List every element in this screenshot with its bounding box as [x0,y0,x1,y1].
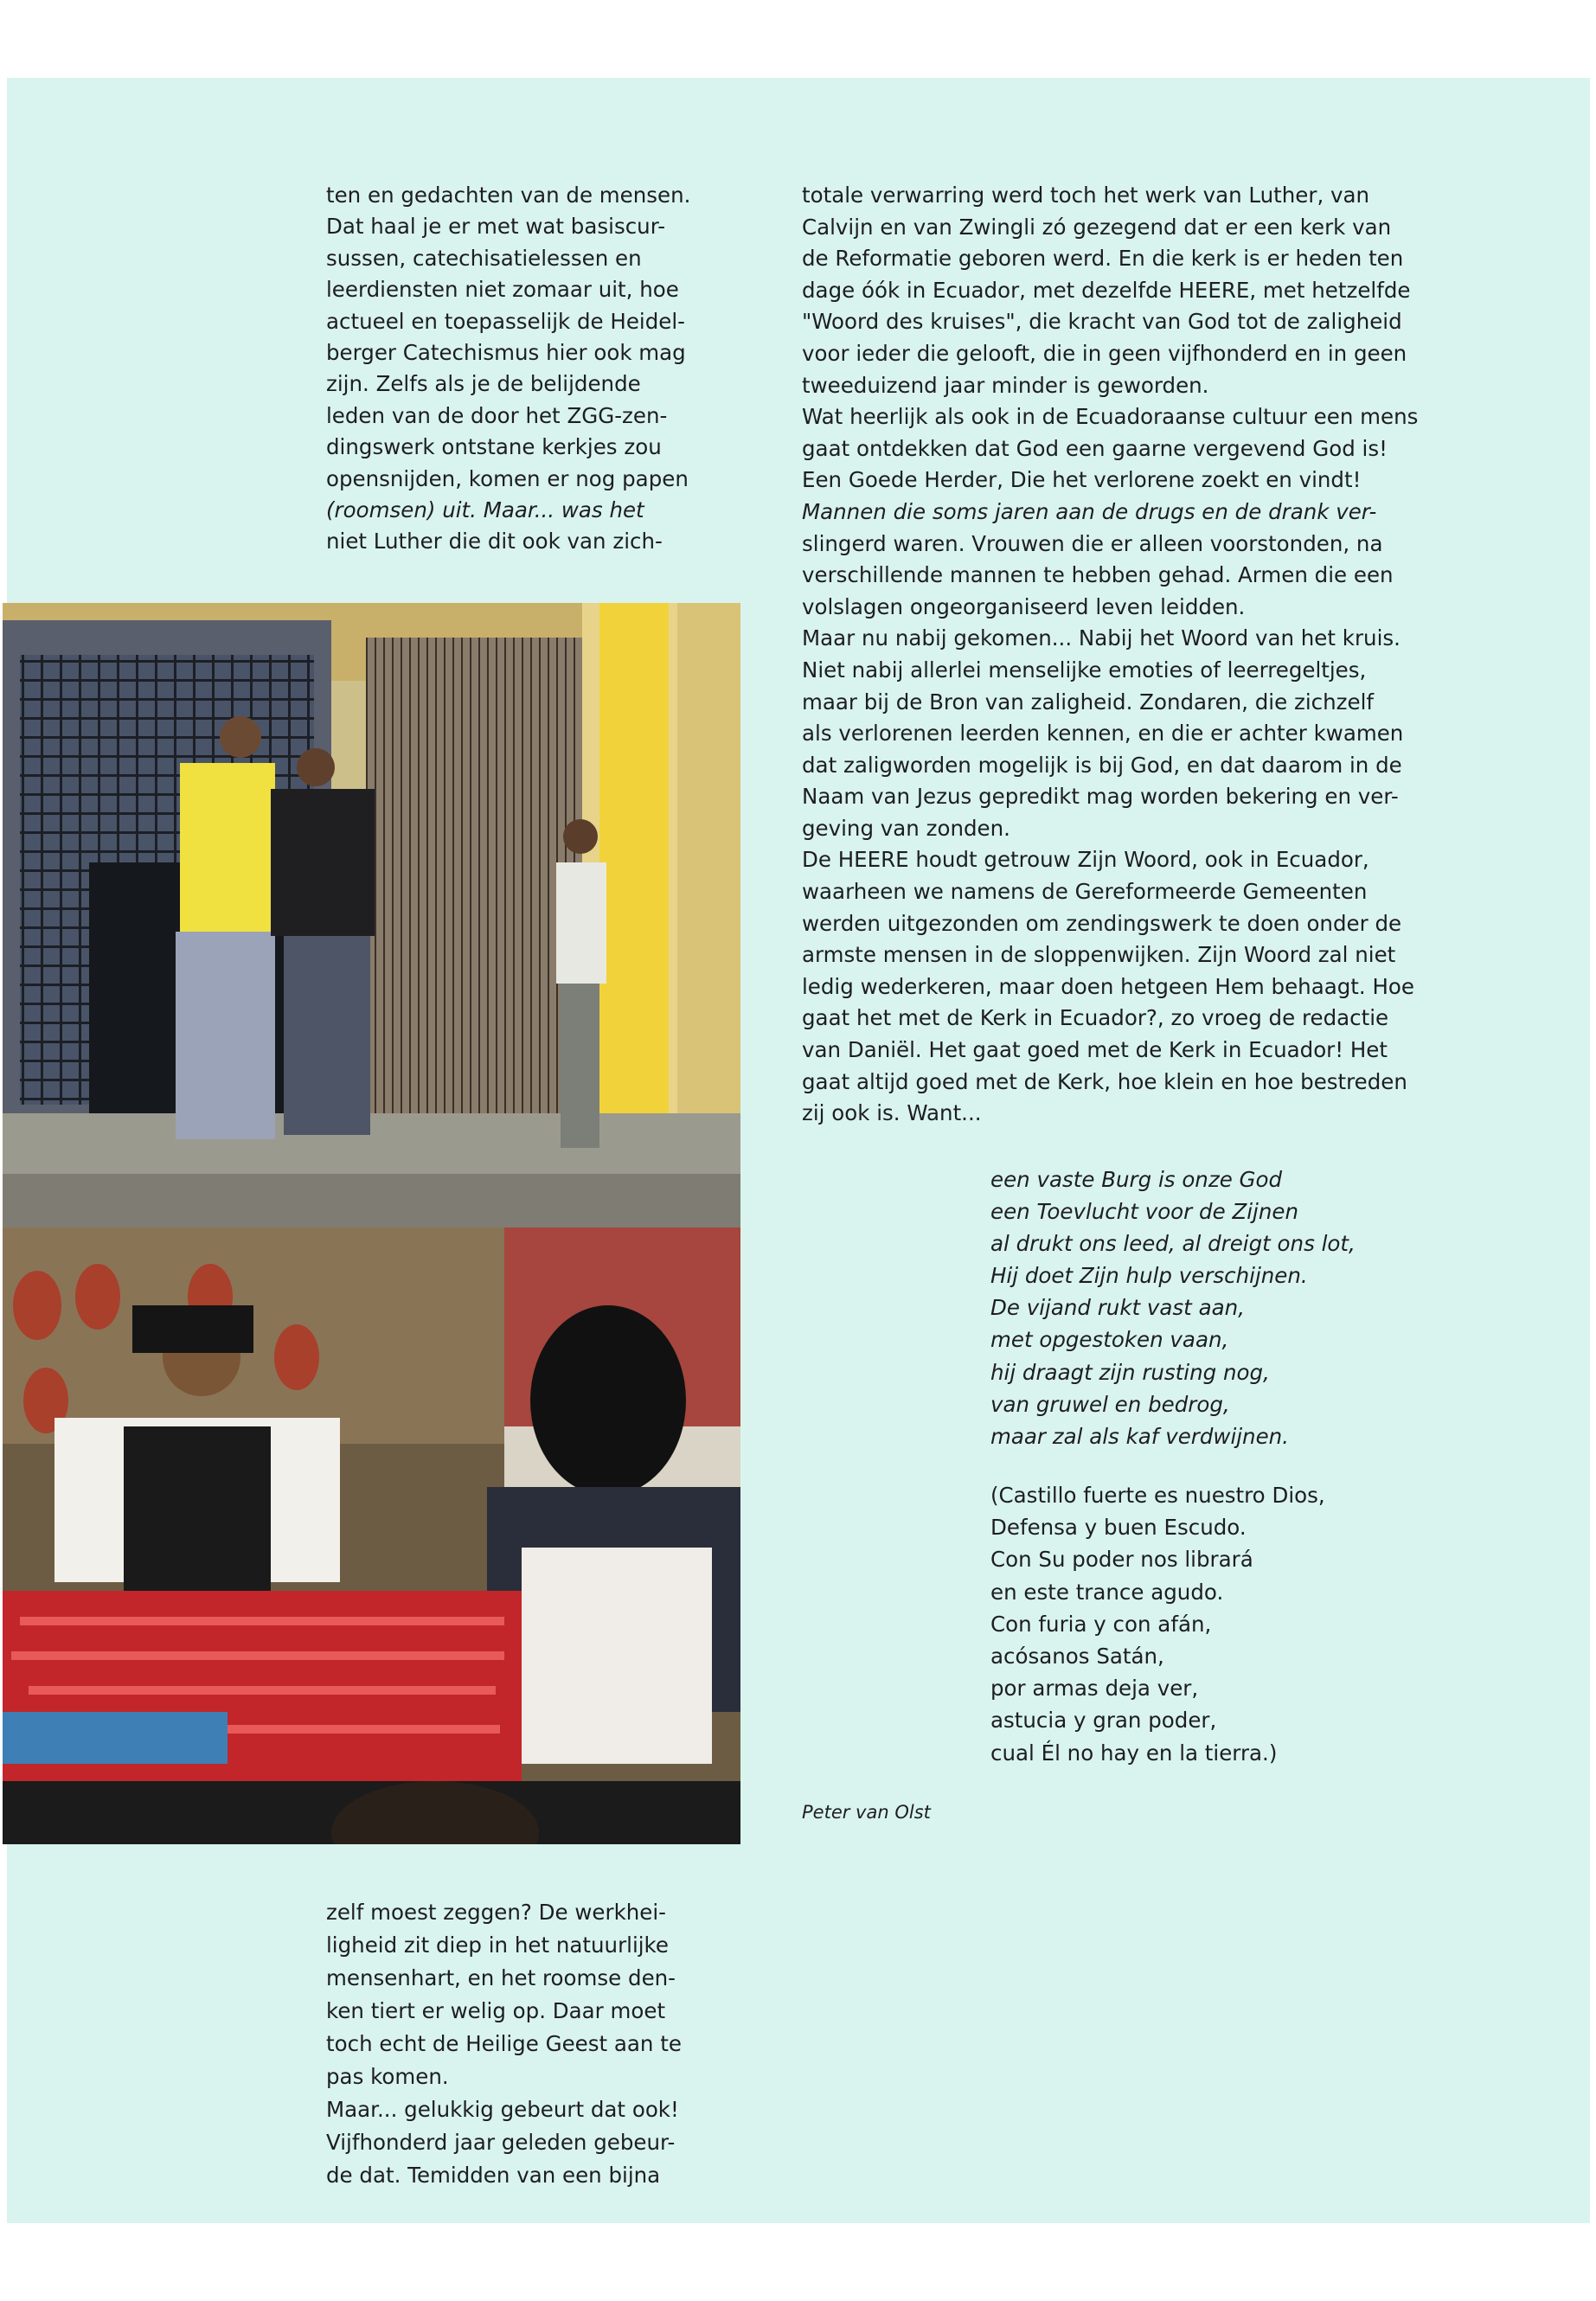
text-line: volslagen ongeorganiseerd leven leidden. [802,593,1246,619]
text-line: De HEERE houdt getrouw Zijn Woord, ook in Ecuador, [802,847,1369,873]
text-line: Naam van Jezus gepredikt mag worden bekering en ver- [802,784,1399,810]
text-line: berger Catechismus hier ook mag [326,340,686,366]
hymn-verse-spanish [990,1479,1475,1769]
text-line: verschillende mannen te hebben gehad. Armen die een [802,562,1394,588]
text-line: Calvijn en van Zwingli zó gezegend dat er een kerk van [802,214,1392,240]
verse-line: van gruwel en bedrog, [990,1391,1230,1417]
text-line: leden van de door het ZGG-zen- [326,402,668,428]
text-line: ledig wederkeren, maar doen hetgeen Hem behaagt. Hoe [802,973,1414,999]
text-line: de dat. Temidden van een bijna [326,2163,661,2188]
right-column-text [802,180,1520,1130]
text-line: de Reformatie geboren werd. En die kerk is er heden ten [802,246,1404,272]
text-line: mensenhart, en het roomse den- [326,1965,676,1990]
verse-line: een Toevlucht voor de Zijnen [990,1199,1298,1225]
verse-line: maar zal als kaf verdwijnen. [990,1423,1289,1449]
text-line: Maar nu nabij gekomen... Nabij het Woord van het kruis. [802,625,1401,651]
verse-line: en este trance agudo. [990,1579,1224,1605]
text-line: van Daniël. Het gaat goed met de Kerk in Ecuador! Het [802,1037,1388,1063]
left-column-bottom-text [326,1896,750,2192]
text-line: zelf moest zeggen? De werkhei- [326,1900,667,1925]
text-line: zijn. Zelfs als je de belijdende [326,371,641,397]
verse-line: al drukt ons leed, al dreigt ons lot, [990,1231,1356,1257]
verse-line: met opgestoken vaan, [990,1327,1229,1353]
photo-market-women [3,1227,740,1844]
text-line: slingerd waren. Vrouwen die er alleen voorstonden, na [802,530,1383,556]
text-line: totale verwarring werd toch het werk van Luther, van [802,183,1370,208]
verse-line: (Castillo fuerte es nuestro Dios, [990,1483,1325,1508]
text-line: "Woord des kruises", die kracht van God tot de zaligheid [802,309,1402,335]
text-line: Vijfhonderd jaar geleden gebeur- [326,2130,676,2155]
text-line: sussen, catechisatielessen en [326,245,642,271]
verse-line: Defensa y buen Escudo. [990,1515,1247,1541]
verse-line: por armas deja ver, [990,1676,1199,1702]
text-line: Een Goede Herder, Die het verlorene zoekt en vindt! [802,467,1362,493]
text-line: Niet nabij allerlei menselijke emoties of leerregeltjes, [802,657,1367,683]
text-line: toch echt de Heilige Geest aan te [326,2031,682,2056]
text-line: opensnijden, komen er nog papen [326,465,689,491]
text-line: Mannen die soms jaren aan de drugs en de drank ver- [802,498,1377,524]
text-line: waarheen we namens de Gereformeerde Gemeenten [802,879,1368,905]
text-line: ken tiert er welig op. Daar moet [326,1998,666,2023]
verse-line: De vijand rukt vast aan, [990,1295,1245,1321]
author-signature: Peter van Olst [802,1802,931,1823]
text-line: armste mensen in de sloppenwijken. Zijn Woord zal niet [802,942,1396,968]
text-line: voor ieder die gelooft, die in geen vijfhonderd en in geen [802,340,1407,366]
verse-line: cual Él no hay en la tierra.) [990,1740,1278,1766]
text-line: (roomsen) uit. Maar... was het [326,497,644,523]
text-line: dingswerk ontstane kerkjes zou [326,434,662,460]
verse-line: Hij doet Zijn hulp verschijnen. [990,1263,1308,1289]
text-line: maar bij de Bron van zaligheid. Zondaren, die zichzelf [802,689,1374,715]
text-line: werden uitgezonden om zendingswerk te doen onder de [802,910,1402,936]
verse-line: een vaste Burg is onze God [990,1167,1283,1192]
verse-line: astucia y gran poder, [990,1708,1217,1734]
text-line: tweeduizend jaar minder is geworden. [802,372,1209,398]
text-line: Maar... gelukkig gebeurt dat ook! [326,2097,679,2122]
text-line: gaat het met de Kerk in Ecuador?, zo vroeg de redactie [802,1005,1389,1031]
verse-line: Con furia y con afán, [990,1611,1212,1637]
text-line: ligheid zit diep in het natuurlijke [326,1932,669,1958]
text-line: ten en gedachten van de mensen. [326,183,691,208]
text-line: actueel en toepasselijk de Heidel- [326,308,685,334]
left-column-top-text [326,180,750,558]
text-line: dage óók in Ecuador, met dezelfde HEERE, met hetzelfde [802,277,1411,303]
text-line: niet Luther die dit ook van zich- [326,529,663,554]
text-line: als verlorenen leerden kennen, en die er achter kwamen [802,721,1404,747]
text-line: geving van zonden. [802,815,1010,841]
text-line: gaat altijd goed met de Kerk, hoe klein en hoe bestreden [802,1068,1407,1094]
text-line: gaat ontdekken dat God een gaarne vergevend God is! [802,435,1388,461]
verse-line: hij draagt zijn rusting nog, [990,1359,1270,1385]
photo-boys-street [3,603,740,1227]
text-line: zij ook is. Want... [802,1100,982,1126]
text-line: leerdiensten niet zomaar uit, hoe [326,277,679,303]
text-line: Wat heerlijk als ook in de Ecuadoraanse cultuur een mens [802,404,1419,430]
verse-line: acósanos Satán, [990,1644,1164,1670]
hymn-verse-dutch [990,1163,1475,1452]
text-line: pas komen. [326,2064,449,2089]
text-line: dat zaligworden mogelijk is bij God, en dat daarom in de [802,752,1402,778]
verse-line: Con Su poder nos librará [990,1547,1253,1573]
text-line: Dat haal je er met wat basiscur- [326,214,666,240]
